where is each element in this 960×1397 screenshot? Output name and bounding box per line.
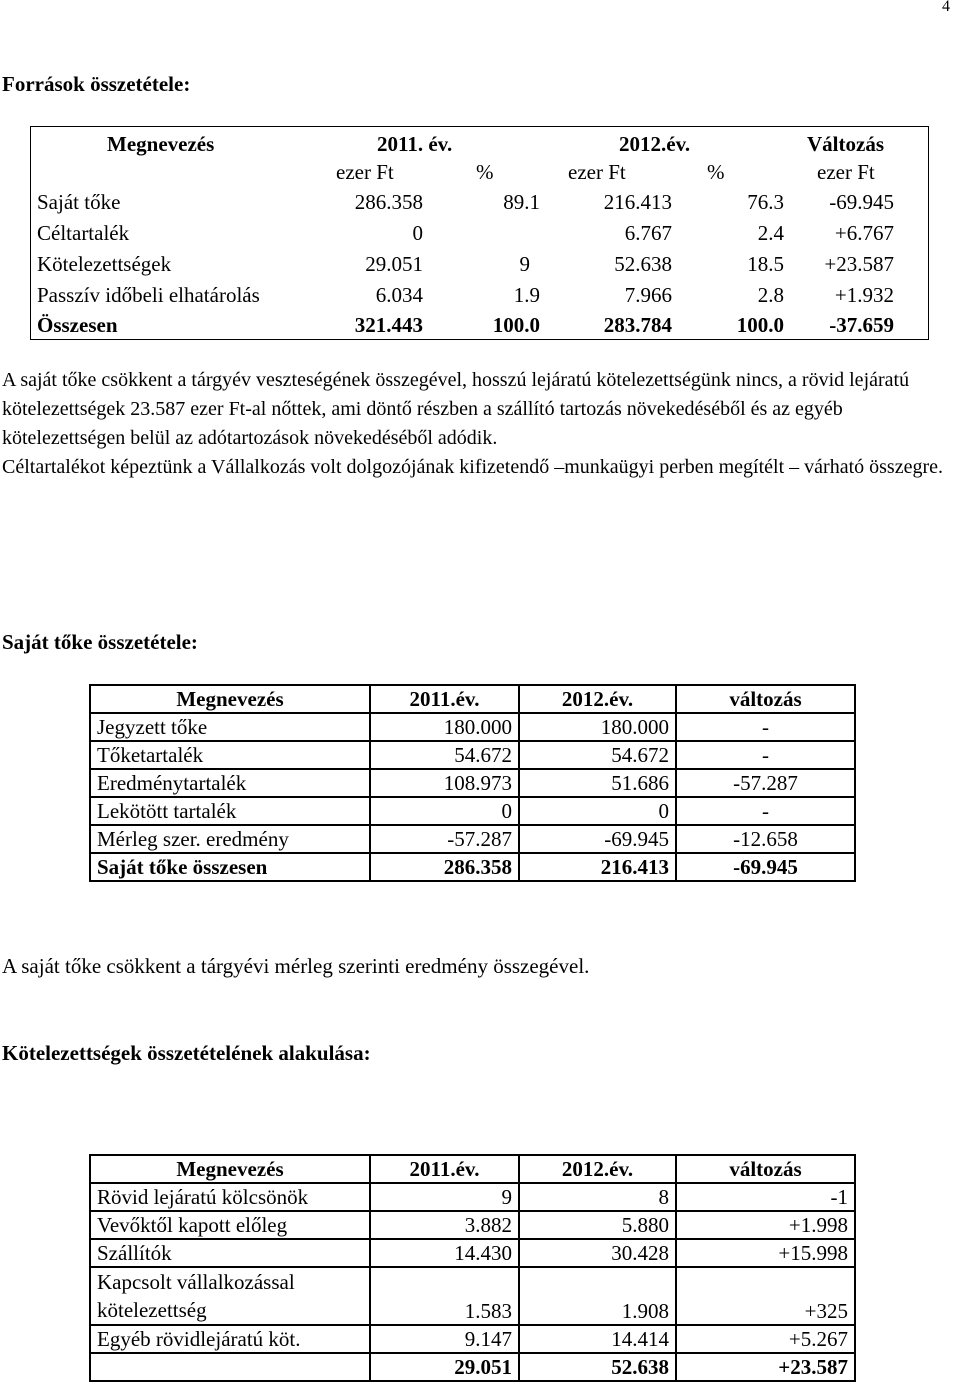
- pct-2012-value: 18.5: [747, 252, 784, 276]
- table-row: [90, 1183, 855, 1211]
- value-2012: 7.966: [624, 283, 672, 307]
- page-number: 4: [942, 0, 950, 15]
- total-label: [90, 1353, 370, 1381]
- value-2012: 52.638: [614, 252, 672, 276]
- section-title-liabilities: Kötelezettségek összetételének alakulása:: [2, 1041, 371, 1065]
- table-row: [31, 218, 930, 248]
- change-value: +15.998: [676, 1239, 855, 1267]
- change-value: +5.267: [676, 1325, 855, 1353]
- col-change-header: változás: [676, 685, 855, 713]
- row-label: Céltartalék: [37, 221, 130, 245]
- row-label: Mérleg szer. eredmény: [90, 825, 370, 853]
- value-2011: 0: [370, 797, 519, 825]
- value-2012: 30.428: [519, 1239, 676, 1267]
- col-name-header: Megnevezés: [107, 132, 215, 156]
- table-row: [90, 741, 855, 769]
- total-2012: 283.784: [603, 313, 672, 337]
- row-label: Lekötött tartalék: [90, 797, 370, 825]
- paragraph-liabilities: A saját tőke csökkent a tárgyév veszteségének összegével, hosszú lejáratú kötelezettségünk nincs, a rövid lejáratú kötelezettségek 23.587 ezer Ft-al nőttek, ami döntő részben a szállító tartozás növekedéséből és az egyéb kötelezettségen belül az adótartozások növekedéséből adódik.: [2, 369, 910, 449]
- paragraph-provisions: Céltartalékot képeztünk a Vállalkozás volt dolgozójának kifizetendő –munkaügyi perben megítélt – várható összegre.: [2, 456, 943, 478]
- col-2011-header: 2011.év.: [370, 685, 519, 713]
- table-row: [90, 1325, 855, 1353]
- table-row: [90, 769, 855, 797]
- row-label-line1: Kapcsolt vállalkozással: [97, 1270, 295, 1294]
- total-2011: 321.443: [354, 313, 423, 337]
- pct-2012: %: [707, 160, 725, 184]
- change-value: -57.287: [676, 769, 855, 797]
- change-value: -: [676, 713, 855, 741]
- value-2012: 1.908: [519, 1267, 676, 1325]
- total-2012: 216.413: [519, 853, 676, 881]
- col-change-header: változás: [676, 1155, 855, 1183]
- change-value: +23.587: [824, 252, 894, 276]
- value-2011: 29.051: [365, 252, 423, 276]
- total-2012: 52.638: [519, 1353, 676, 1381]
- row-label: Saját tőke: [37, 190, 121, 214]
- total-label: Saját tőke összesen: [90, 853, 370, 881]
- table-row: [90, 1211, 855, 1239]
- value-2011: 3.882: [370, 1211, 519, 1239]
- value-2012: 54.672: [519, 741, 676, 769]
- pct-2011-value: 9: [519, 252, 530, 276]
- value-2012: 6.767: [624, 221, 672, 245]
- total-2011: 29.051: [370, 1353, 519, 1381]
- table-header-row: [90, 1155, 855, 1183]
- section-title-equity: Saját tőke összetétele:: [2, 630, 198, 654]
- col-2011-header: 2011. év.: [377, 132, 453, 156]
- value-2012: 0: [519, 797, 676, 825]
- sources-table: [30, 126, 929, 340]
- change-value: +325: [676, 1267, 855, 1325]
- col-2011-header: 2011.év.: [370, 1155, 519, 1183]
- table-total-row: [90, 1353, 855, 1381]
- total-change: -37.659: [829, 313, 894, 337]
- row-label: Eredménytartalék: [90, 769, 370, 797]
- value-2012: -69.945: [519, 825, 676, 853]
- table-row: [90, 797, 855, 825]
- total-change: +23.587: [676, 1353, 855, 1381]
- value-2012: 14.414: [519, 1325, 676, 1353]
- row-label: Jegyzett tőke: [90, 713, 370, 741]
- table-row: [31, 187, 930, 217]
- table-row: [31, 249, 930, 279]
- change-value: -: [676, 741, 855, 769]
- change-value: +6.767: [834, 221, 894, 245]
- value-2011: 180.000: [370, 713, 519, 741]
- row-label: Egyéb rövidlejáratú köt.: [90, 1325, 370, 1353]
- table-header-row: [90, 685, 855, 713]
- row-label: Tőketartalék: [90, 741, 370, 769]
- total-label: Összesen: [37, 313, 118, 337]
- liabilities-table: [89, 1154, 856, 1382]
- col-2012-header: 2012.év.: [519, 685, 676, 713]
- row-label-line2: kötelezettség: [97, 1298, 207, 1322]
- value-2012: 51.686: [519, 769, 676, 797]
- table-row: [90, 825, 855, 853]
- value-2011: 286.358: [354, 190, 423, 214]
- value-2011: 54.672: [370, 741, 519, 769]
- pct-2011-value: 89.1: [503, 190, 540, 214]
- value-2011: 0: [412, 221, 423, 245]
- table-total-row: [90, 853, 855, 881]
- col-2012-header: 2012.év.: [619, 132, 691, 156]
- change-value: -12.658: [676, 825, 855, 853]
- col-name-header: Megnevezés: [90, 1155, 370, 1183]
- value-2012: 5.880: [519, 1211, 676, 1239]
- section-title-sources: Források összetétele:: [2, 72, 191, 96]
- table-row: [90, 1239, 855, 1267]
- value-2011: 9.147: [370, 1325, 519, 1353]
- change-value: -1: [676, 1183, 855, 1211]
- value-2011: 108.973: [370, 769, 519, 797]
- row-label: Vevőktől kapott előleg: [90, 1211, 370, 1239]
- row-label: Passzív időbeli elhatárolás: [37, 283, 260, 307]
- total-change: -69.945: [676, 853, 855, 881]
- total-pct-2011: 100.0: [492, 313, 540, 337]
- explanation-text: [2, 366, 952, 482]
- unit-change: ezer Ft: [817, 160, 875, 184]
- equity-table: [89, 684, 856, 882]
- col-name-header: Megnevezés: [90, 685, 370, 713]
- pct-2011-value: 1.9: [513, 283, 540, 307]
- value-2011: 14.430: [370, 1239, 519, 1267]
- total-2011: 286.358: [370, 853, 519, 881]
- equity-note: A saját tőke csökkent a tárgyévi mérleg szerinti eredmény összegével.: [2, 954, 590, 978]
- row-label: Szállítók: [90, 1239, 370, 1267]
- row-label: Kötelezettségek: [37, 252, 172, 276]
- table-total-row: [31, 310, 930, 340]
- table-row: [90, 1267, 855, 1325]
- total-pct-2012: 100.0: [736, 313, 784, 337]
- change-value: +1.998: [676, 1211, 855, 1239]
- value-2012: 180.000: [519, 713, 676, 741]
- table-header-row: [31, 129, 930, 159]
- unit-2012: ezer Ft: [568, 160, 626, 184]
- change-value: +1.932: [834, 283, 894, 307]
- pct-2012-value: 76.3: [747, 190, 784, 214]
- row-label: Rövid lejáratú kölcsönök: [90, 1183, 370, 1211]
- value-2012: 216.413: [603, 190, 672, 214]
- value-2011: -57.287: [370, 825, 519, 853]
- unit-2011: ezer Ft: [336, 160, 394, 184]
- table-unit-row: [31, 157, 930, 187]
- change-value: -: [676, 797, 855, 825]
- value-2012: 8: [519, 1183, 676, 1211]
- pct-2012-value: 2.8: [757, 283, 784, 307]
- table-row: [90, 713, 855, 741]
- value-2011: 9: [370, 1183, 519, 1211]
- table-row: [31, 280, 930, 310]
- row-label: [90, 1267, 370, 1325]
- value-2011: 1.583: [370, 1267, 519, 1325]
- col-change-header: Változás: [807, 132, 884, 156]
- change-value: -69.945: [829, 190, 894, 214]
- pct-2011: %: [476, 160, 494, 184]
- col-2012-header: 2012.év.: [519, 1155, 676, 1183]
- value-2011: 6.034: [375, 283, 423, 307]
- pct-2012-value: 2.4: [757, 221, 784, 245]
